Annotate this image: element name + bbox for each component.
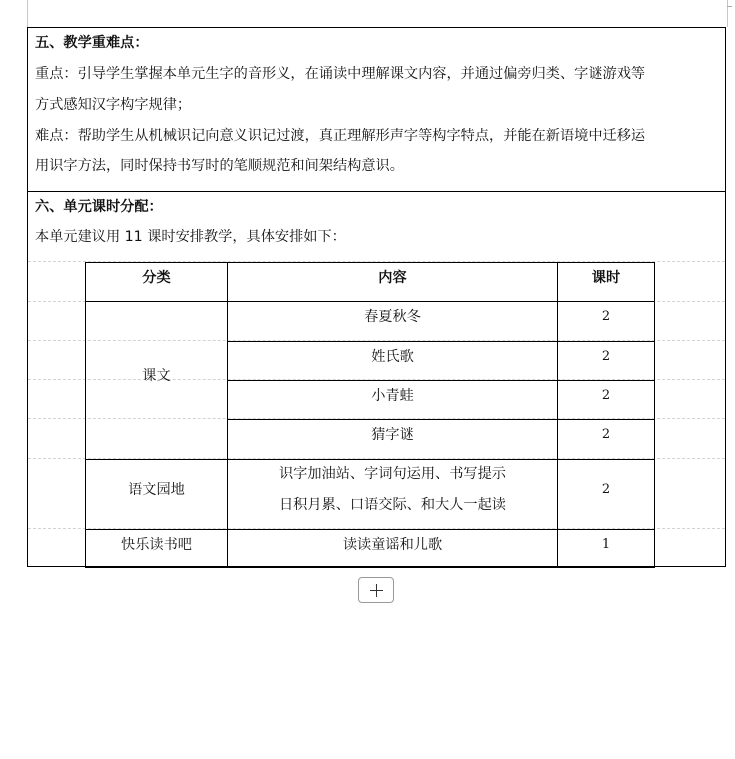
header-category: 分类 xyxy=(142,270,171,286)
page-edge-right xyxy=(727,0,728,27)
row-divider xyxy=(86,301,654,302)
section5-difficult-line2: 用识字方法，同时保持书写时的笔顺规范和间架结构意识。 xyxy=(35,158,404,174)
section5-heading: 五、教学重难点： xyxy=(35,35,149,51)
content-cell: 读读童谣和儿歌 xyxy=(342,537,443,553)
row-divider xyxy=(227,341,654,342)
content-cell-line2: 日积月累、口语交际、和大人一起读 xyxy=(278,497,506,513)
header-hours: 课时 xyxy=(591,270,621,286)
header-content: 内容 xyxy=(378,270,407,286)
plus-icon xyxy=(370,584,383,597)
page-corner-mark xyxy=(727,6,732,7)
schedule-table xyxy=(85,262,655,568)
section6-heading: 六、单元课时分配： xyxy=(35,199,163,215)
section5-difficult-line1: 难点：帮助学生从机械识记向意义识记过渡，真正理解形声字等构字特点，并能在新语境中迁移运 xyxy=(35,128,646,144)
add-row-button[interactable] xyxy=(358,577,394,603)
hours-cell: 1 xyxy=(601,537,611,552)
hours-cell: 2 xyxy=(601,482,611,497)
row-divider xyxy=(227,380,654,381)
page-edge-left xyxy=(27,0,28,27)
category-cell: 课文 xyxy=(142,368,171,384)
section5-key-line2: 方式感知汉字构字规律； xyxy=(35,97,192,113)
section6-intro: 本单元建议用 11 课时安排教学，具体安排如下： xyxy=(35,229,346,245)
row-divider xyxy=(227,419,654,420)
row-divider xyxy=(86,529,654,530)
content-cell: 猜字谜 xyxy=(371,427,414,443)
section-divider xyxy=(28,191,725,192)
hours-cell: 2 xyxy=(601,388,611,403)
row-divider xyxy=(86,459,654,460)
content-cell: 春夏秋冬 xyxy=(364,309,421,325)
hours-cell: 2 xyxy=(601,349,611,364)
hours-cell: 2 xyxy=(601,309,611,324)
content-cell-line1: 识字加油站、字词句运用、书写提示 xyxy=(278,466,506,482)
content-cell: 小青蛙 xyxy=(371,388,414,404)
category-cell: 语文园地 xyxy=(128,482,185,498)
content-cell: 姓氏歌 xyxy=(371,349,414,365)
hours-cell: 2 xyxy=(601,427,611,442)
outer-table xyxy=(27,27,726,567)
category-cell: 快乐读书吧 xyxy=(121,537,192,553)
section5-key-line1: 重点：引导学生掌握本单元生字的音形义，在诵读中理解课文内容，并通过偏旁归类、字谜游戏等 xyxy=(35,66,646,82)
